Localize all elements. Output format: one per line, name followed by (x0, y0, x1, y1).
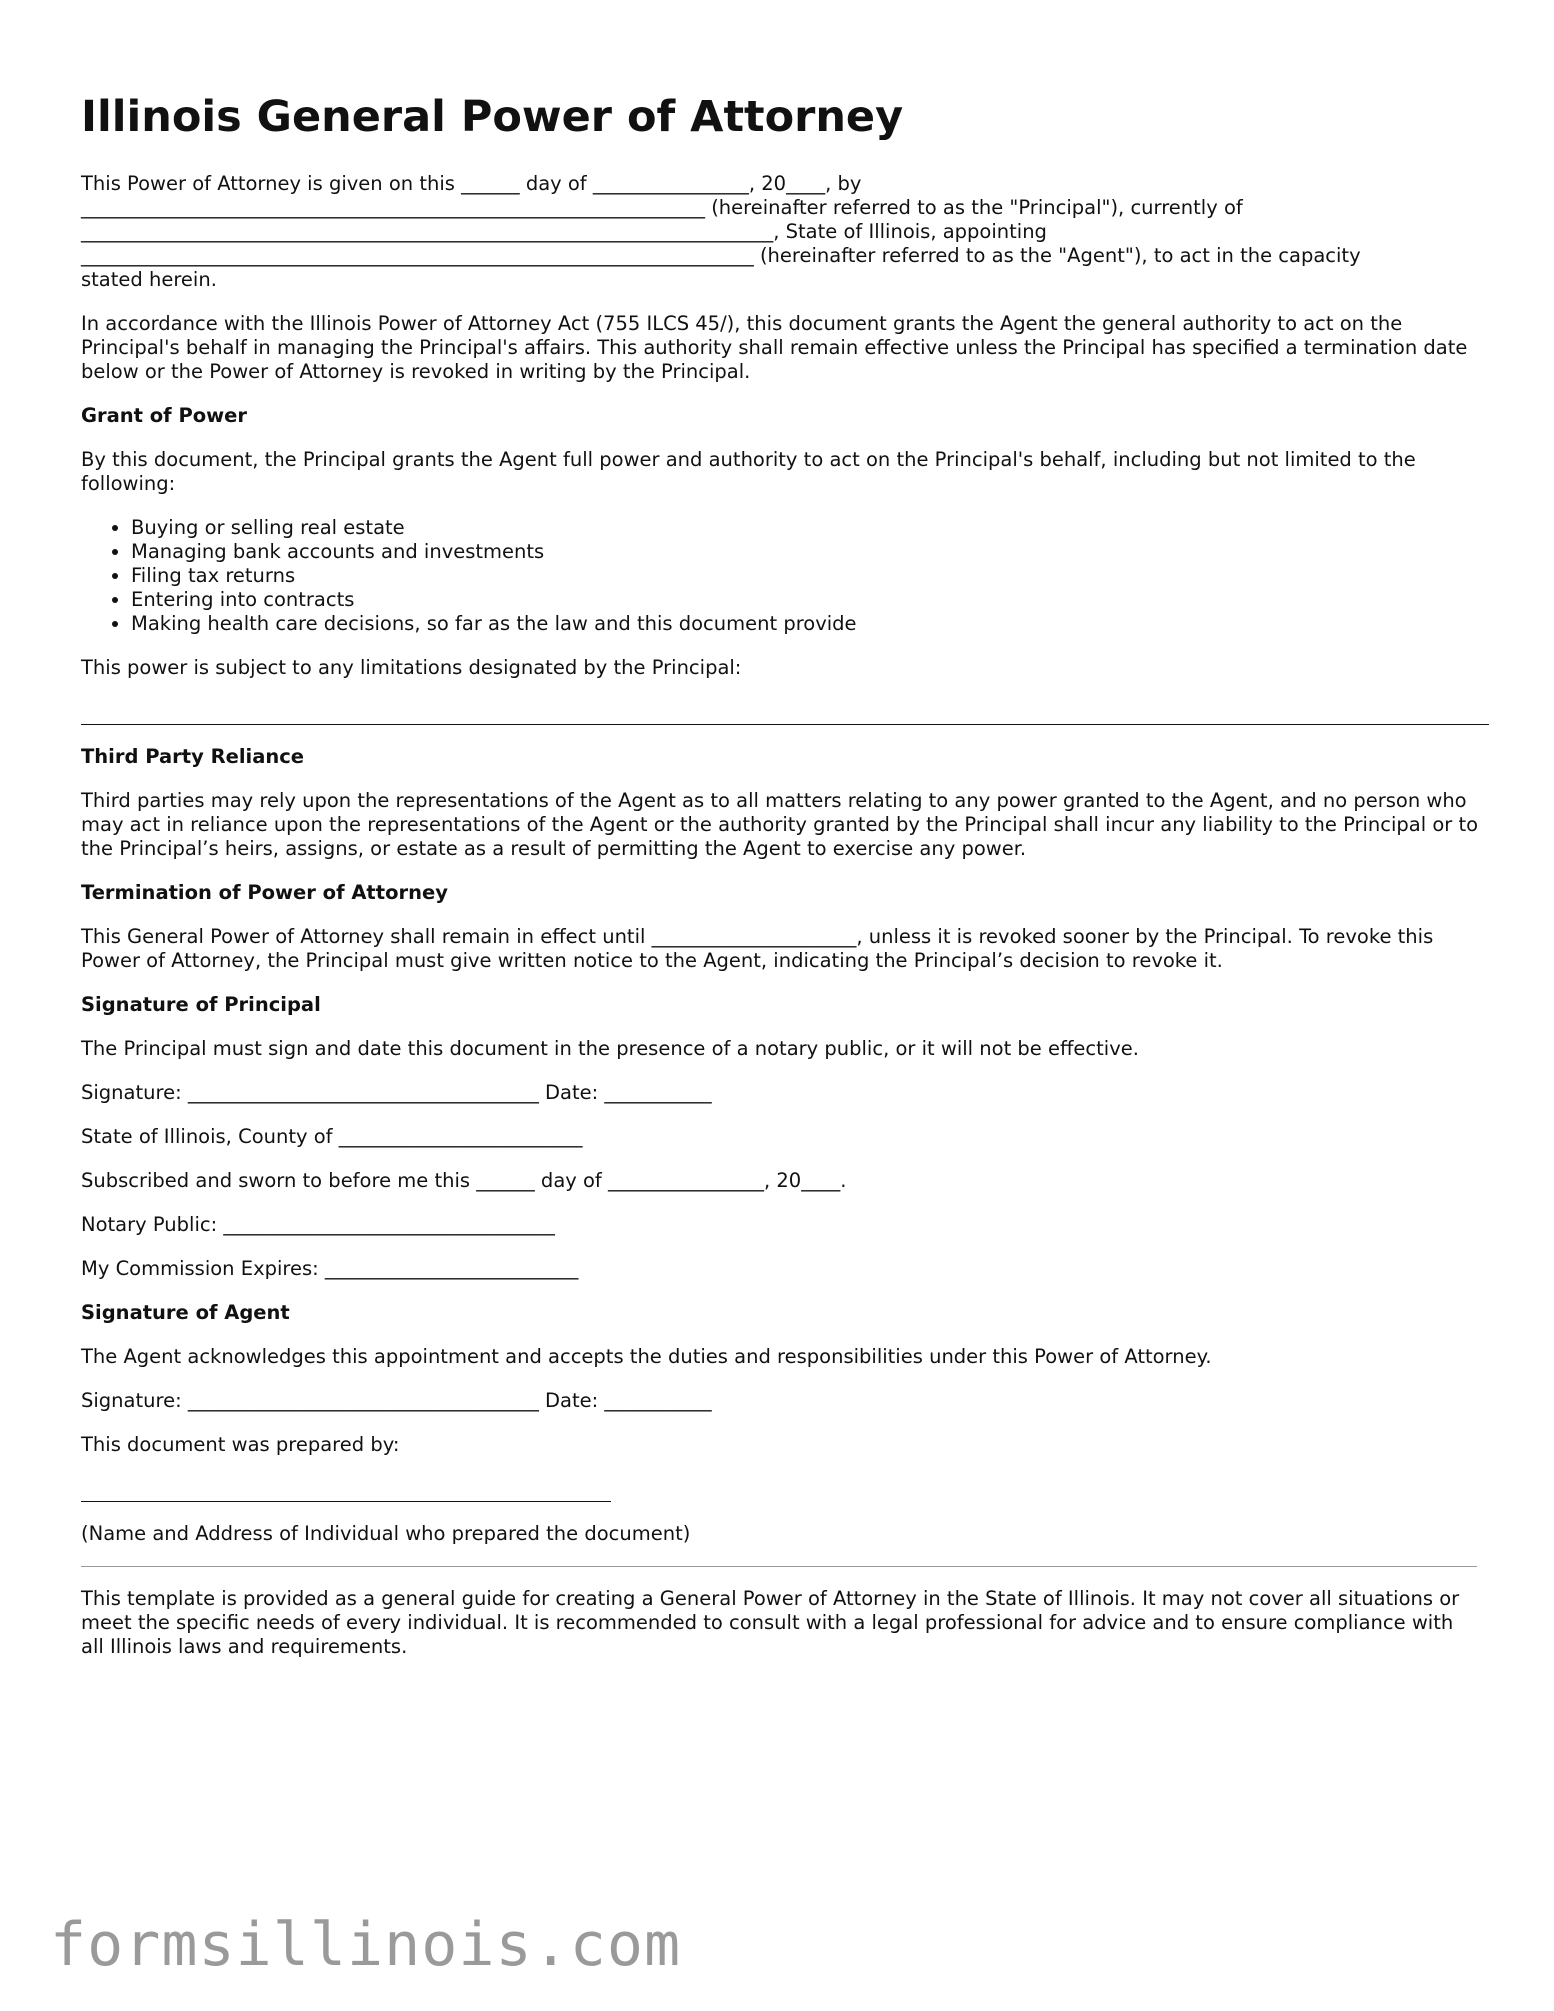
prepared-by-caption: (Name and Address of Individual who prepared the document) (81, 1521, 691, 1545)
list-item: • Buying or selling real estate (131, 516, 1481, 540)
commission-line: My Commission Expires: __________________________ (81, 1256, 579, 1280)
principal-signature-text: The Principal must sign and date this document in the presence of a notary public, or it will not be effective. (81, 1036, 1139, 1060)
intro-line-1: This Power of Attorney is given on this ______ day of ________________, 20____, by (81, 171, 862, 195)
limitations-blank-line (81, 700, 1489, 725)
termination-paragraph: This General Power of Attorney shall remain in effect until _____________________, unless it is revoked sooner by the Principal. To revoke this Power of Attorney, the Principal must give written notice to the Agent, indicating the Principal’s decision to revoke it. (81, 924, 1434, 972)
powers-list (81, 516, 1481, 636)
principal-signature-heading: Signature of Principal (81, 992, 321, 1016)
grant-heading: Grant of Power (81, 403, 247, 427)
list-item: • Managing bank accounts and investments (131, 540, 1481, 564)
list-item: • Making health care decisions, so far as the law and this document provide (131, 612, 1481, 636)
intro-line-5: stated herein. (81, 267, 217, 291)
list-item: • Entering into contracts (131, 588, 1481, 612)
principal-signature-line: Signature: ____________________________________ Date: ___________ (81, 1080, 712, 1104)
county-line: State of Illinois, County of _________________________ (81, 1124, 583, 1148)
sworn-line: Subscribed and sworn to before me this ______ day of ________________, 20____. (81, 1168, 847, 1192)
agent-signature-text: The Agent acknowledges this appointment and accepts the duties and responsibilities under this Power of Attorney. (81, 1344, 1212, 1368)
agent-signature-heading: Signature of Agent (81, 1300, 290, 1324)
watermark: formsillinois.com (50, 1910, 682, 1980)
termination-heading: Termination of Power of Attorney (81, 880, 448, 904)
prepared-by-blank-line (81, 1477, 611, 1502)
document-title: Illinois General Power of Attorney (81, 92, 904, 142)
limitations-paragraph: This power is subject to any limitations designated by the Principal: (81, 655, 742, 679)
intro-line-4: _____________________________________________________________________ (hereinafter referred to as the "Agent"), to act in the capacity (81, 243, 1361, 267)
disclaimer-paragraph: This template is provided as a general guide for creating a General Power of Attorney in the State of Illinois. It may not cover all situations or meet the specific needs of every individual. It is recommended to consult with a legal professional for advice and to ensure compliance with all Illinois laws and requirements. (81, 1586, 1460, 1658)
notary-line: Notary Public: __________________________________ (81, 1212, 555, 1236)
agent-signature-line: Signature: ____________________________________ Date: ___________ (81, 1388, 712, 1412)
reliance-heading: Third Party Reliance (81, 744, 305, 768)
accordance-paragraph: In accordance with the Illinois Power of Attorney Act (755 ILCS 45/), this document grants the Agent the general authority to act on the Principal's behalf in managing the Principal's affairs. This authority shall remain effective unless the Principal has specified a termination date below or the Power of Attorney is revoked in writing by the Principal. (81, 311, 1468, 383)
intro-line-3: _______________________________________________________________________, State of Illinois, appointing (81, 219, 1047, 243)
intro-line-2: ________________________________________________________________ (hereinafter referred to as the "Principal"), currently of (81, 195, 1243, 219)
prepared-by-label: This document was prepared by: (81, 1432, 400, 1456)
list-item: • Filing tax returns (131, 564, 1481, 588)
document-page (81, 92, 1481, 1679)
intro-paragraph (81, 172, 1481, 292)
divider (81, 1566, 1477, 1567)
reliance-paragraph: Third parties may rely upon the representations of the Agent as to all matters relating to any power granted to the Agent, and no person who may act in reliance upon the representations of the Agent or the authority granted by the Principal shall incur any liability to the Principal or to the Principal’s heirs, assigns, or estate as a result of permitting the Agent to exercise any power. (81, 788, 1479, 860)
grant-paragraph: By this document, the Principal grants the Agent full power and authority to act on the Principal's behalf, including but not limited to the following: (81, 447, 1416, 495)
